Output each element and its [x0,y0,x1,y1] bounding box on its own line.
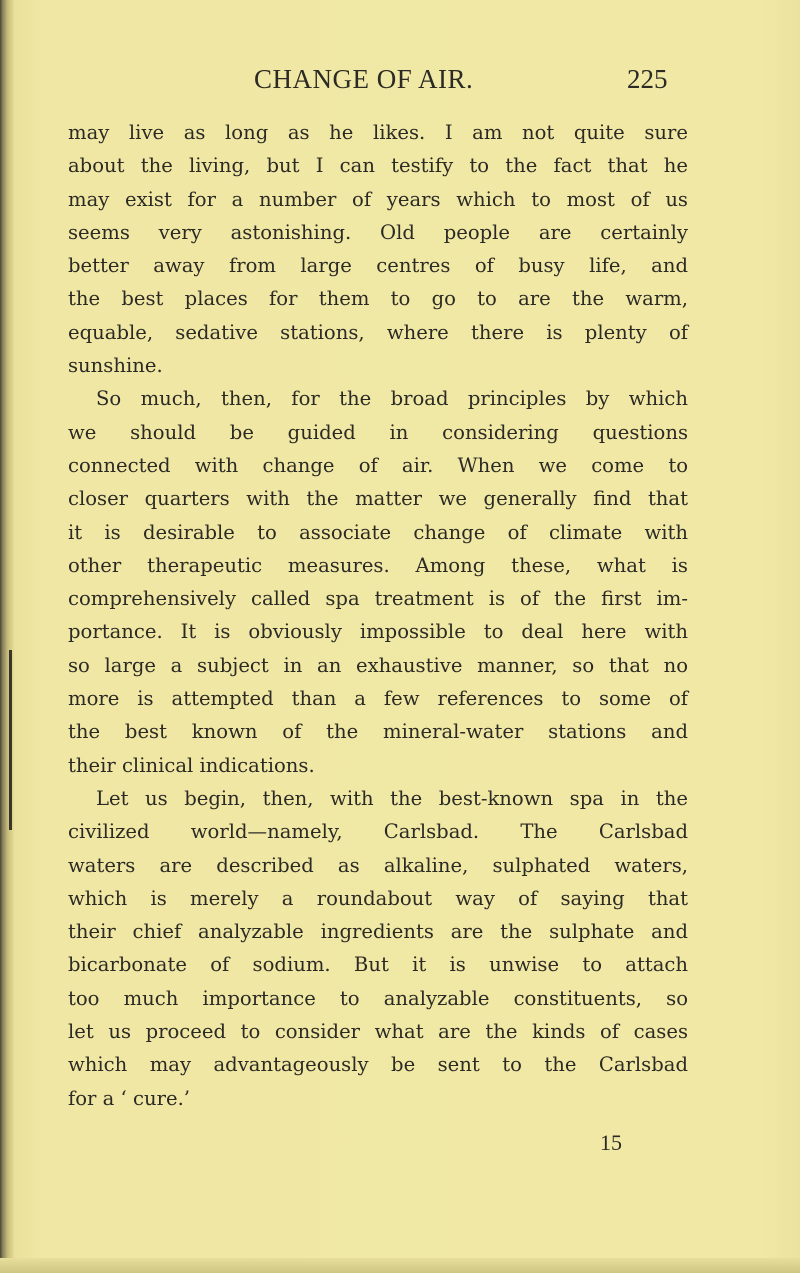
text-line: the best known of the mineral-water stations and [68,720,688,744]
page-bottom-edge [0,1258,800,1273]
text-line: bicarbonate of sodium. But it is unwise to attach [68,953,688,977]
text-line: their chief analyzable ingredients are the sulphate and [68,920,688,944]
text-line: other therapeutic measures. Among these, what is [68,553,688,577]
text-line: civilized world—namely, Carlsbad. The Carlsbad [68,820,688,844]
text-line: sunshine. [68,354,163,378]
text-line: comprehensively called spa treatment is of the first im- [68,587,688,611]
text-line: which is merely a roundabout way of saying that [68,886,688,910]
text-line: equable, sedative stations, where there is plenty of [68,320,688,344]
page-number: 225 [627,64,668,94]
text-line: the best places for them to go to are the warm, [68,287,688,311]
text-line: portance. It is obviously impossible to deal here with [68,620,688,644]
text-line: which may advantageously be sent to the Carlsbad [68,1053,688,1077]
text-line: Let us begin, then, with the best-known spa in the [96,786,688,810]
text-line: so large a subject in an exhaustive manner, so that no [68,653,688,677]
text-line: too much importance to analyzable constituents, so [68,986,688,1010]
text-line: waters are described as alkaline, sulphated waters, [68,853,688,877]
text-line: about the living, but I can testify to the fact that he [68,154,688,178]
text-line: better away from large centres of busy life, and [68,254,688,278]
text-line: seems very astonishing. Old people are certainly [68,220,688,244]
text-line: may exist for a number of years which to most of us [68,187,688,211]
page-gutter [0,0,14,1273]
text-line: more is attempted than a few references to some of [68,687,688,711]
spine-line [9,650,12,830]
text-line: we should be guided in considering questions [68,420,688,444]
text-line: So much, then, for the broad principles by which [96,387,688,411]
signature-mark: 15 [600,1130,622,1155]
text-line: it is desirable to associate change of climate with [68,520,688,544]
text-line: closer quarters with the matter we generally find that [68,487,688,511]
body-text [68,116,688,1115]
text-line: their clinical indications. [68,753,315,777]
text-line: connected with change of air. When we come to [68,453,688,477]
text-line: let us proceed to consider what are the kinds of cases [68,1020,688,1044]
running-title: CHANGE OF AIR. [254,64,474,94]
text-line: for a ‘ cure.’ [68,1086,191,1110]
text-line: may live as long as he likes. I am not quite sure [68,121,688,144]
running-head [0,64,800,104]
